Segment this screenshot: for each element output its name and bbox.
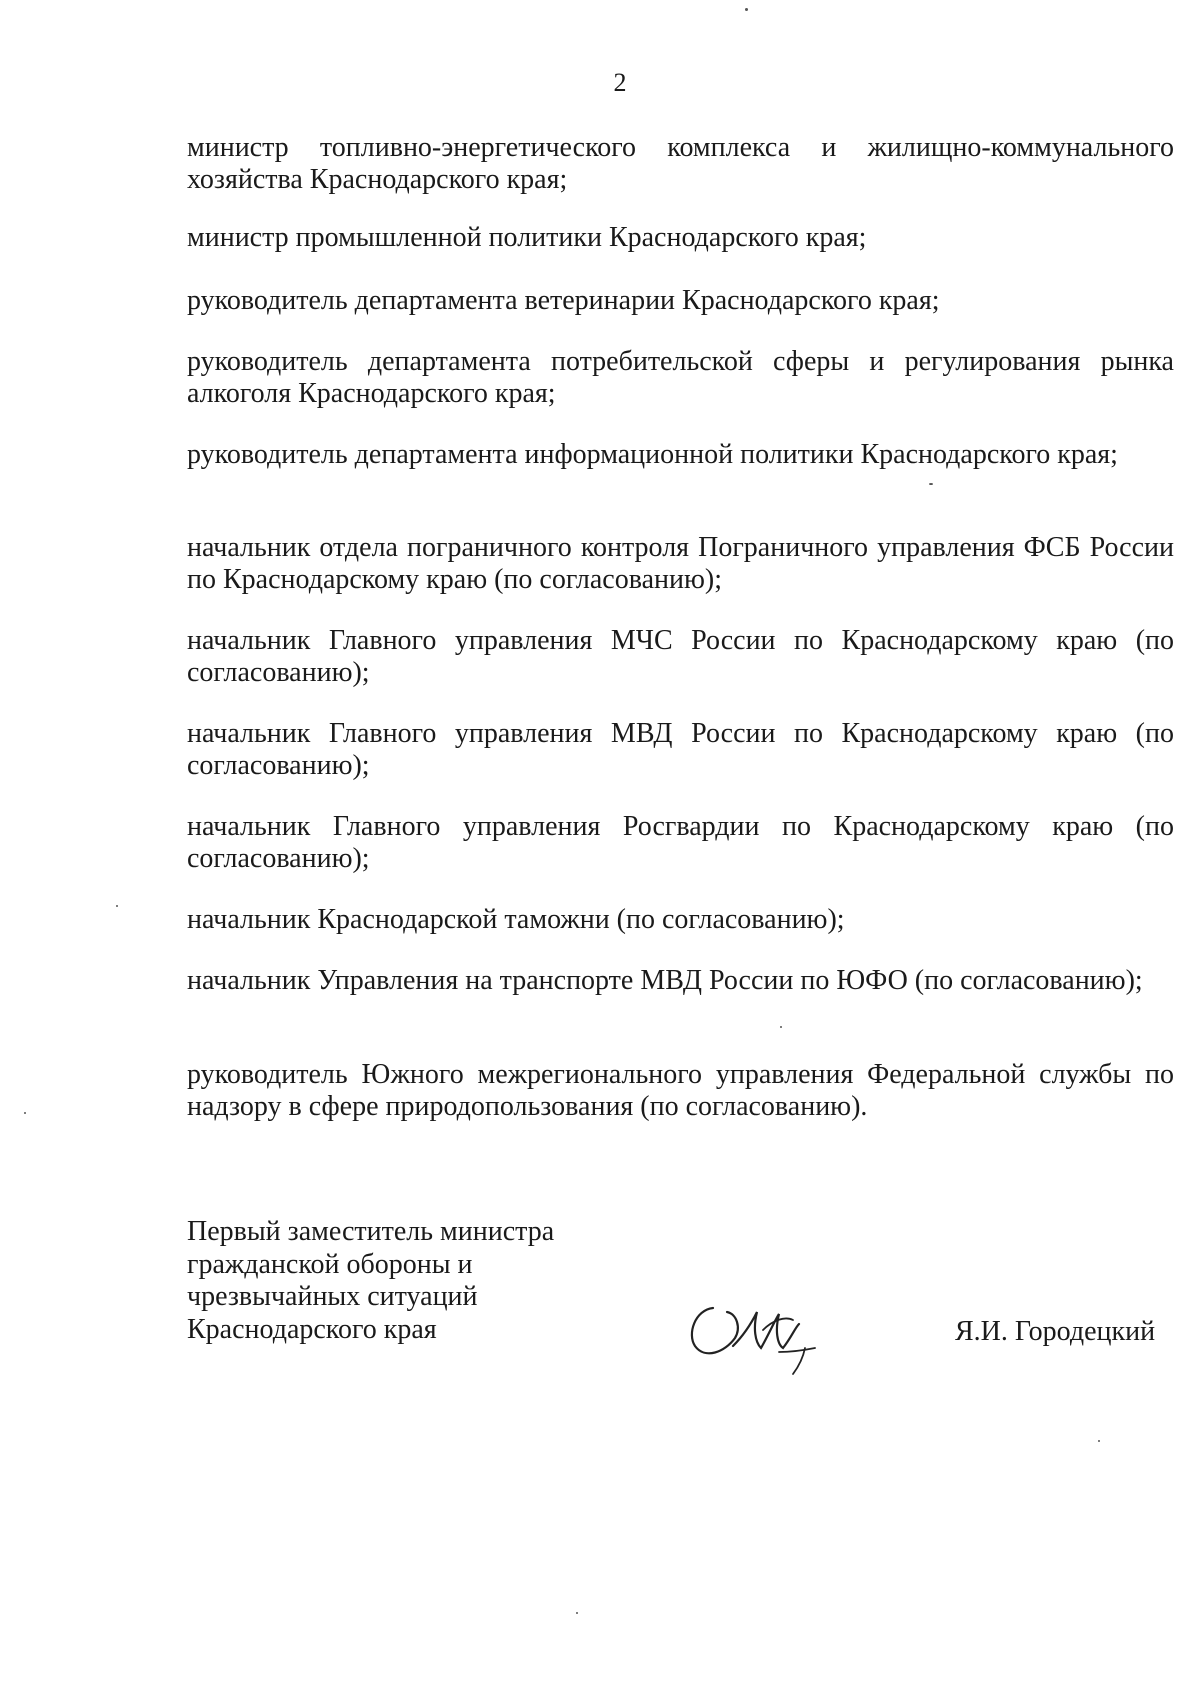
signatory-name: Я.И. Городецкий — [955, 1316, 1156, 1347]
list-item: начальник Главного управления МВД России по Краснодарскому краю (по согласованию); — [187, 718, 1174, 781]
scan-speck — [929, 483, 933, 485]
list-item: руководитель департамента информационной политики Краснодарского края; — [187, 439, 1118, 470]
handwritten-signature — [683, 1290, 823, 1380]
list-item: руководитель департамента потребительской сферы и регулирования рынка алкоголя Краснодарского края; — [187, 346, 1174, 409]
scan-speck — [1098, 1440, 1100, 1442]
signatory-position-line: Первый заместитель министра — [187, 1216, 555, 1247]
list-item: начальник Управления на транспорте МВД России по ЮФО (по согласованию); — [187, 965, 1143, 996]
signatory-position — [187, 1216, 554, 1346]
page-number: 2 — [613, 68, 627, 97]
list-item: начальник Главного управления Росгвардии по Краснодарскому краю (по согласованию); — [187, 811, 1174, 874]
signatory-position-line: Краснодарского края — [187, 1313, 437, 1345]
list-item: министр топливно-энергетического комплекса и жилищно-коммунального хозяйства Краснодарского края; — [187, 132, 1174, 195]
list-item: начальник отдела пограничного контроля Пограничного управления ФСБ России по Краснодарскому краю (по согласованию); — [187, 532, 1174, 595]
list-item: министр промышленной политики Краснодарского края; — [187, 222, 867, 253]
list-item: начальник Краснодарской таможни (по согласованию); — [187, 904, 845, 935]
list-item: начальник Главного управления МЧС России по Краснодарскому краю (по согласованию); — [187, 625, 1174, 688]
scan-speck — [745, 8, 748, 11]
signatory-position-line: гражданской обороны и — [187, 1248, 473, 1280]
scan-speck — [24, 1112, 26, 1114]
signatory-position-line: чрезвычайных ситуаций — [187, 1281, 478, 1312]
scan-speck — [576, 1612, 578, 1614]
scan-speck — [780, 1026, 782, 1028]
scan-speck — [116, 905, 118, 907]
list-item: руководитель Южного межрегионального управления Федеральной службы по надзору в сфере природопользования (по согласованию). — [187, 1059, 1174, 1122]
list-item: руководитель департамента ветеринарии Краснодарского края; — [187, 285, 940, 316]
